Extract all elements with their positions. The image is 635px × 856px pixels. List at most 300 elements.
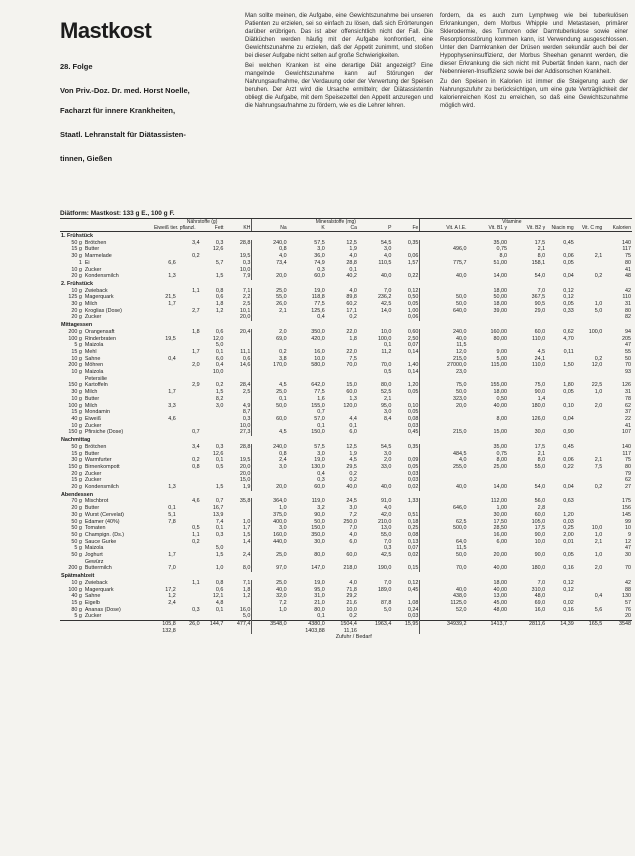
table-cell: 438,0 bbox=[420, 593, 468, 600]
table-cell bbox=[177, 416, 201, 423]
table-cell: 70 g bbox=[71, 498, 82, 505]
total-cell: 1403,88 bbox=[305, 627, 325, 634]
table-row bbox=[60, 512, 632, 519]
food-name: Ananas (Dose) bbox=[84, 606, 121, 613]
column-header: Vit. A I.E. bbox=[420, 225, 468, 232]
table-cell: 20 g bbox=[71, 505, 82, 512]
table-cell: 15 g bbox=[71, 348, 82, 355]
food-name: Zwieback bbox=[84, 579, 108, 586]
table-cell: 0,2 bbox=[252, 349, 288, 356]
table-cell: 57,5 bbox=[314, 443, 325, 450]
food-name: Sahne bbox=[84, 355, 101, 362]
table-cell: 75,0 bbox=[534, 382, 546, 389]
table-cell: 0,2 bbox=[349, 314, 357, 321]
table-cell: 0,02 bbox=[407, 552, 419, 559]
table-cell: 8,2 bbox=[215, 395, 224, 402]
table-cell: 16,0 bbox=[314, 348, 325, 355]
table-cell: 70 bbox=[625, 362, 631, 369]
author-location: tinnen, Gießen bbox=[60, 154, 113, 163]
table-cell: 175 bbox=[622, 498, 631, 505]
table-row bbox=[60, 587, 632, 594]
table-cell: 4,0 bbox=[420, 457, 468, 464]
table-cell: 5,0 bbox=[215, 545, 224, 552]
table-cell: 31,0 bbox=[314, 593, 325, 600]
food-name: Magerquark bbox=[84, 294, 114, 301]
table-cell: 0,25 bbox=[563, 525, 574, 532]
column-header: Niacin mg bbox=[546, 225, 575, 232]
table-cell: 0,08 bbox=[407, 415, 419, 422]
table-cell: 6,0 bbox=[215, 355, 224, 362]
table-cell: 1,8 bbox=[215, 301, 224, 308]
table-cell: 0,5 bbox=[192, 525, 200, 532]
table-cell: 0,4 bbox=[594, 593, 603, 600]
section-title: Spätmahlzeit bbox=[61, 573, 95, 580]
table-cell: 21,0 bbox=[314, 599, 325, 606]
table-cell: 1,7 bbox=[168, 301, 176, 308]
total-cell bbox=[60, 621, 84, 628]
table-cell bbox=[326, 559, 358, 566]
food-name: Butter bbox=[84, 450, 100, 457]
table-cell: 30,0 bbox=[534, 429, 546, 436]
table-cell bbox=[575, 587, 604, 594]
food-name: Champign. (Ds.) bbox=[84, 531, 125, 538]
table-row bbox=[60, 356, 632, 363]
table-cell bbox=[508, 409, 546, 416]
table-cell: 140 bbox=[622, 443, 631, 450]
table-cell: 0,12 bbox=[563, 287, 574, 294]
table-row bbox=[60, 336, 632, 343]
table-cell bbox=[326, 545, 358, 552]
table-cell: 105,0 bbox=[531, 518, 546, 525]
table-cell bbox=[177, 356, 201, 363]
table-cell: 1,1 bbox=[192, 579, 200, 586]
table-cell: 30,0 bbox=[314, 538, 325, 545]
table-cell bbox=[201, 539, 225, 546]
table-cell bbox=[392, 451, 419, 458]
food-name: Möhren bbox=[84, 362, 104, 369]
table-cell bbox=[420, 409, 468, 416]
table-cell: 8,0 bbox=[242, 565, 251, 572]
table-cell: 29,2 bbox=[346, 593, 357, 600]
table-cell bbox=[177, 369, 201, 376]
table-cell: 0,1 bbox=[252, 396, 288, 403]
table-cell: 775,7 bbox=[420, 260, 468, 267]
table-cell: 6,0 bbox=[349, 429, 357, 436]
table-cell bbox=[575, 498, 604, 505]
table-cell: 7,0 bbox=[537, 287, 546, 294]
table-cell: 55 bbox=[625, 348, 631, 355]
table-cell bbox=[177, 559, 201, 566]
table-cell: 0,12 bbox=[407, 287, 419, 294]
table-cell: 130 bbox=[622, 593, 631, 600]
table-cell: 20,0 bbox=[420, 403, 468, 410]
table-cell: 3,4 bbox=[192, 239, 200, 246]
table-cell: 75,0 bbox=[420, 382, 468, 389]
table-cell bbox=[177, 484, 201, 491]
table-cell: 25,00 bbox=[493, 463, 507, 470]
table-cell bbox=[420, 240, 468, 247]
table-cell: 1,00 bbox=[407, 307, 419, 314]
table-cell bbox=[153, 580, 177, 587]
table-cell: 10 g bbox=[71, 355, 82, 362]
table-cell bbox=[177, 519, 201, 526]
table-cell: 210,0 bbox=[377, 518, 392, 525]
table-cell: 7,2 bbox=[349, 511, 357, 518]
table-cell bbox=[177, 403, 201, 410]
table-cell: 40,00 bbox=[493, 402, 507, 409]
table-cell bbox=[177, 545, 201, 552]
table-cell: 112,00 bbox=[490, 498, 507, 505]
section-title: Nachmittag bbox=[61, 437, 91, 444]
table-cell bbox=[177, 471, 201, 478]
table-cell bbox=[420, 314, 468, 321]
table-cell: 12,0 bbox=[591, 362, 603, 369]
table-cell bbox=[177, 376, 201, 383]
table-cell: 0,10 bbox=[407, 402, 419, 409]
table-cell bbox=[326, 376, 358, 383]
table-cell: 55,0 bbox=[380, 531, 392, 538]
table-cell: 50 g bbox=[71, 518, 82, 525]
table-row bbox=[60, 349, 632, 356]
column-header: Fett bbox=[201, 225, 225, 232]
table-cell: 2,4 bbox=[242, 552, 251, 559]
table-cell: 13,9 bbox=[212, 511, 224, 518]
table-cell bbox=[546, 477, 575, 484]
table-cell: 2,1 bbox=[537, 246, 546, 253]
total-cell: 11,16 bbox=[343, 627, 357, 634]
table-cell: 29,0 bbox=[534, 307, 546, 314]
table-cell bbox=[153, 308, 177, 315]
table-cell: 2,0 bbox=[594, 402, 603, 409]
table-cell: 60,0 bbox=[534, 328, 546, 335]
column-header: Fe bbox=[392, 225, 419, 232]
table-cell: 8,4 bbox=[383, 415, 392, 422]
table-cell: 42,0 bbox=[380, 511, 392, 518]
total-cell bbox=[84, 628, 153, 635]
table-cell: 7,4 bbox=[215, 518, 224, 525]
table-cell: 240,0 bbox=[420, 329, 468, 336]
table-cell bbox=[153, 498, 177, 505]
table-cell: 2,1 bbox=[252, 308, 288, 315]
food-name: Tomaten bbox=[84, 525, 106, 532]
table-cell: 10 g bbox=[71, 422, 82, 429]
total-cell: 105,8 bbox=[153, 621, 177, 628]
table-cell: 52,5 bbox=[380, 389, 392, 396]
table-cell: 215,0 bbox=[420, 429, 468, 436]
totals-note-row bbox=[60, 634, 632, 641]
table-cell: 1,0 bbox=[594, 301, 603, 308]
table-cell: 420,0 bbox=[311, 335, 325, 342]
table-cell: 0,03 bbox=[407, 613, 419, 620]
table-cell: 1,0 bbox=[594, 552, 603, 559]
table-cell: 28,4 bbox=[239, 382, 251, 389]
table-cell: 1,33 bbox=[407, 498, 419, 505]
table-cell: 350,0 bbox=[311, 328, 325, 335]
table-cell: 1,2 bbox=[215, 307, 224, 314]
table-cell: 0,1 bbox=[215, 348, 224, 355]
table-cell: 0,11 bbox=[563, 348, 574, 355]
food-name: Milch bbox=[84, 402, 98, 409]
table-cell: 250,0 bbox=[343, 518, 357, 525]
table-cell bbox=[201, 409, 225, 416]
table-cell: 35,8 bbox=[239, 498, 251, 505]
table-cell bbox=[358, 429, 393, 436]
table-cell: 118,8 bbox=[311, 294, 325, 301]
table-cell: 0,03 bbox=[407, 470, 419, 477]
table-cell bbox=[392, 593, 419, 600]
table-cell bbox=[252, 342, 288, 349]
table-cell bbox=[467, 267, 508, 274]
table-cell: 25,0 bbox=[252, 580, 288, 587]
table-cell: 80,0 bbox=[380, 382, 392, 389]
table-cell: 10 bbox=[625, 525, 631, 532]
table-row bbox=[60, 484, 632, 491]
table-cell: 22,0 bbox=[346, 328, 357, 335]
table-cell bbox=[153, 342, 177, 349]
food-name: Zucker bbox=[84, 266, 102, 273]
table-cell: 1,9 bbox=[349, 246, 357, 253]
table-cell: 0,3 bbox=[317, 266, 325, 273]
table-cell bbox=[420, 532, 468, 539]
total-cell bbox=[84, 621, 153, 628]
table-row bbox=[60, 329, 632, 336]
table-cell: 50 bbox=[625, 355, 631, 362]
table-cell: 4,0 bbox=[383, 505, 392, 512]
total-cell bbox=[177, 628, 201, 635]
table-cell: 200 g bbox=[68, 565, 82, 572]
table-cell: 1,0 bbox=[594, 389, 603, 396]
table-row bbox=[60, 477, 632, 484]
table-cell: 0,06 bbox=[407, 253, 419, 260]
table-cell: 0,03 bbox=[407, 477, 419, 484]
food-name: Kondensmilch bbox=[84, 484, 119, 491]
table-cell: 5,1 bbox=[168, 511, 176, 518]
table-cell bbox=[575, 477, 604, 484]
table-cell: 2,0 bbox=[383, 457, 392, 464]
totals-note: Zufuhr / Bedarf bbox=[335, 634, 372, 641]
table-cell: 2,1 bbox=[383, 395, 392, 402]
total-cell: 34939,2 bbox=[420, 621, 468, 628]
table-cell: 23,0 bbox=[420, 369, 468, 376]
table-cell bbox=[392, 559, 419, 566]
table-cell: 180,0 bbox=[531, 565, 546, 572]
table-cell: 17,5 bbox=[534, 443, 546, 450]
table-cell bbox=[508, 376, 546, 383]
table-cell: 0,90 bbox=[563, 429, 574, 436]
table-cell: 1,7 bbox=[242, 525, 251, 532]
table-cell bbox=[224, 505, 251, 512]
table-cell bbox=[153, 409, 177, 416]
table-cell bbox=[358, 376, 393, 383]
table-cell bbox=[575, 451, 604, 458]
table-cell bbox=[508, 267, 546, 274]
table-cell bbox=[575, 423, 604, 430]
table-cell: 62,5 bbox=[420, 519, 468, 526]
table-cell: 19,0 bbox=[314, 287, 325, 294]
total-cell bbox=[420, 628, 468, 635]
column-header: Na bbox=[252, 225, 288, 232]
table-cell bbox=[153, 539, 177, 546]
table-cell: 0,03 bbox=[563, 518, 574, 525]
table-cell: 1,0 bbox=[252, 607, 288, 614]
table-cell bbox=[153, 423, 177, 430]
table-cell: 0,24 bbox=[407, 606, 419, 613]
table-cell: 26,0 bbox=[252, 301, 288, 308]
table-cell bbox=[326, 369, 358, 376]
food-name: Butter bbox=[84, 505, 100, 512]
table-row bbox=[60, 545, 632, 552]
table-cell: 1,3 bbox=[168, 273, 176, 280]
table-cell bbox=[153, 559, 177, 566]
table-cell: 19,5 bbox=[239, 457, 251, 464]
table-cell: 13,00 bbox=[493, 593, 507, 600]
table-cell: 0,25 bbox=[407, 525, 419, 532]
table-cell: 0,62 bbox=[563, 328, 574, 335]
table-cell bbox=[201, 416, 225, 423]
table-cell: 4,0 bbox=[349, 579, 357, 586]
table-cell: 7,1 bbox=[242, 287, 251, 294]
table-cell bbox=[575, 505, 604, 512]
table-cell bbox=[467, 545, 508, 552]
table-cell: 20 g bbox=[71, 273, 82, 280]
total-cell bbox=[467, 628, 508, 635]
table-cell: 0,8 bbox=[252, 246, 288, 253]
table-row bbox=[60, 342, 632, 349]
table-cell: 0,05 bbox=[563, 259, 574, 266]
table-cell: 0,12 bbox=[563, 294, 574, 301]
table-cell: 73,4 bbox=[252, 260, 288, 267]
table-cell: 0,2 bbox=[594, 355, 603, 362]
table-cell: 20,0 bbox=[239, 470, 251, 477]
table-cell bbox=[508, 471, 546, 478]
table-cell bbox=[177, 451, 201, 458]
table-cell: 24,5 bbox=[346, 498, 357, 505]
table-cell: 0,45 bbox=[563, 239, 574, 246]
table-cell: 0,05 bbox=[407, 409, 419, 416]
table-cell: 48,0 bbox=[534, 593, 546, 600]
column-header: K bbox=[288, 225, 326, 232]
table-cell: 15 g bbox=[71, 477, 82, 484]
table-cell bbox=[288, 376, 326, 383]
total-cell bbox=[224, 628, 251, 635]
food-name: Mehl bbox=[84, 348, 97, 355]
table-cell: 640,0 bbox=[420, 308, 468, 315]
table-cell: 1,5 bbox=[215, 273, 224, 280]
table-cell: 240,0 bbox=[252, 444, 288, 451]
column-header: Ca bbox=[326, 225, 358, 232]
table-cell: 30 g bbox=[71, 301, 82, 308]
table-cell bbox=[575, 288, 604, 295]
food-name: Edamer (40%) bbox=[84, 518, 120, 525]
table-row bbox=[60, 444, 632, 451]
food-name: Zwieback bbox=[84, 287, 108, 294]
table-cell: 0,05 bbox=[563, 552, 574, 559]
table-cell bbox=[358, 267, 393, 274]
column-header: KH bbox=[224, 225, 251, 232]
total-cell: 477,4 bbox=[224, 621, 251, 628]
table-cell: 9 bbox=[628, 531, 631, 538]
table-cell: 10 g bbox=[71, 579, 82, 586]
table-cell: 310,0 bbox=[531, 586, 546, 593]
table-cell: 74,9 bbox=[314, 259, 325, 266]
table-cell: 40,0 bbox=[420, 587, 468, 594]
table-cell: 55,0 bbox=[534, 463, 546, 470]
table-cell bbox=[177, 613, 201, 620]
table-cell: 6,6 bbox=[168, 259, 176, 266]
table-cell: 51,00 bbox=[493, 259, 507, 266]
table-row bbox=[60, 253, 632, 260]
table-cell bbox=[153, 288, 177, 295]
table-cell bbox=[224, 336, 251, 343]
table-cell: 1,5 bbox=[242, 531, 251, 538]
spacer-cell bbox=[420, 634, 632, 641]
table-cell bbox=[153, 246, 177, 253]
table-cell: 323,0 bbox=[420, 396, 468, 403]
table-cell: 0,6 bbox=[215, 586, 224, 593]
table-cell: 0,13 bbox=[407, 538, 419, 545]
table-cell: 0,14 bbox=[407, 348, 419, 355]
table-cell: 1,7 bbox=[168, 389, 176, 396]
table-cell bbox=[508, 613, 546, 620]
table-cell bbox=[252, 369, 288, 376]
table-cell: 375,0 bbox=[252, 512, 288, 519]
table-cell bbox=[153, 329, 177, 336]
table-cell: 18,00 bbox=[493, 287, 507, 294]
table-cell bbox=[252, 423, 288, 430]
table-cell bbox=[546, 451, 575, 458]
total-cell: 3548,0 bbox=[252, 621, 288, 628]
table-cell: 1,40 bbox=[407, 362, 419, 369]
table-cell bbox=[420, 267, 468, 274]
table-cell: 42 bbox=[625, 287, 631, 294]
table-cell: 80,0 bbox=[314, 606, 325, 613]
table-cell bbox=[177, 246, 201, 253]
table-cell: 47 bbox=[625, 545, 631, 552]
table-cell: 22,5 bbox=[591, 382, 603, 389]
total-cell bbox=[252, 628, 288, 635]
table-cell: 14,0 bbox=[380, 307, 392, 314]
table-row bbox=[60, 396, 632, 403]
table-cell: 82 bbox=[625, 314, 631, 321]
table-cell: 0,05 bbox=[563, 389, 574, 396]
table-row bbox=[60, 613, 632, 620]
table-cell: 155,00 bbox=[490, 382, 507, 389]
total-cell bbox=[392, 628, 419, 635]
table-cell bbox=[177, 477, 201, 484]
table-cell: 12,6 bbox=[212, 246, 224, 253]
table-cell bbox=[177, 600, 201, 607]
table-cell: 0,35 bbox=[407, 239, 419, 246]
food-name: Wurst (Cervelat) bbox=[84, 511, 124, 518]
table-cell: 0,01 bbox=[563, 538, 574, 545]
table-cell bbox=[201, 423, 225, 430]
table-cell bbox=[177, 267, 201, 274]
table-cell bbox=[153, 253, 177, 260]
table-cell: 205 bbox=[622, 335, 631, 342]
table-cell: 100 g bbox=[68, 586, 82, 593]
table-cell bbox=[153, 457, 177, 464]
table-cell: 0,16 bbox=[563, 606, 574, 613]
table-cell: 1,2 bbox=[168, 593, 176, 600]
table-cell: 4,6 bbox=[192, 498, 200, 505]
table-cell bbox=[224, 512, 251, 519]
author-title: Facharzt für innere Krankheiten, bbox=[60, 106, 176, 115]
table-cell: 7,0 bbox=[383, 287, 392, 294]
table-cell: 1,20 bbox=[407, 382, 419, 389]
table-cell bbox=[575, 267, 604, 274]
table-cell: 8,0 bbox=[537, 457, 546, 464]
table-cell bbox=[508, 342, 546, 349]
